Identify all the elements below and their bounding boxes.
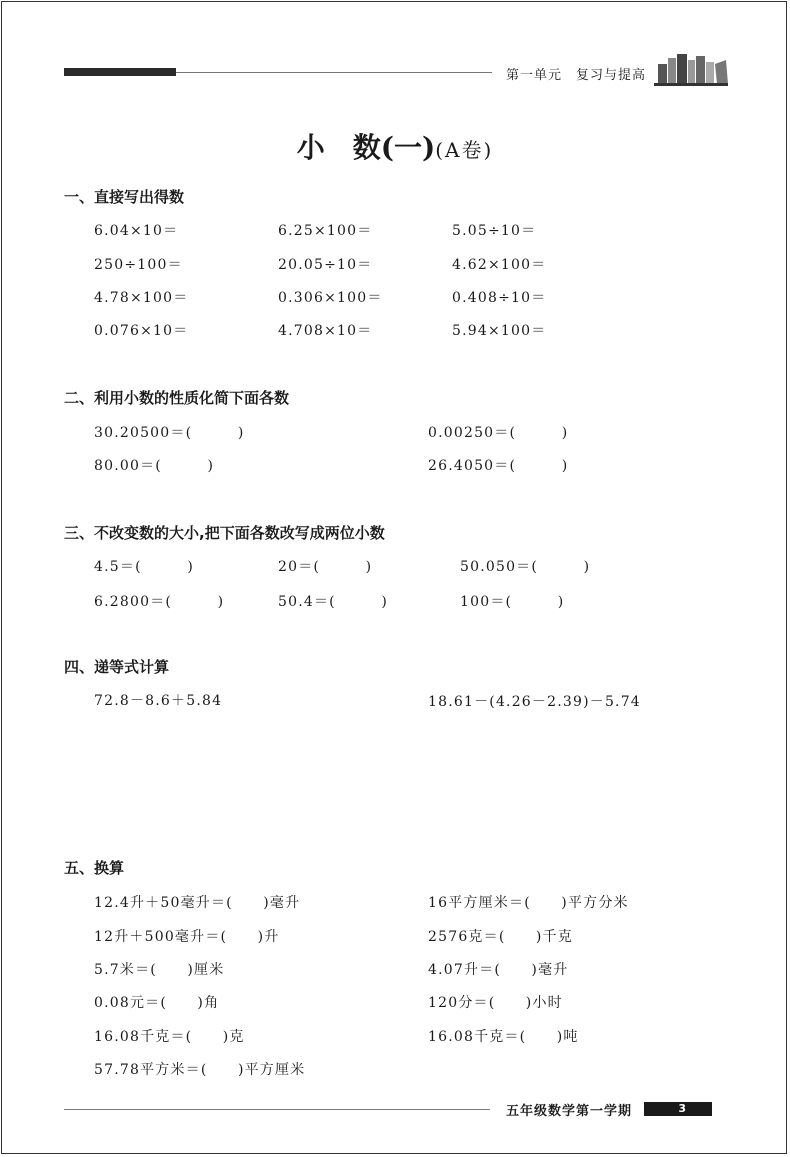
- exercise-item: 4.62×100＝: [452, 257, 547, 273]
- section-heading: 二、利用小数的性质化简下面各数: [64, 389, 290, 407]
- exercise-item: 30.20500＝( ): [94, 425, 245, 441]
- exercise-item: 2576克＝( )千克: [428, 929, 573, 945]
- exercise-item: 72.8－8.6＋5.84: [94, 693, 223, 709]
- exercise-item: 5.7米＝( )厘米: [94, 962, 225, 978]
- section-heading: 五、换算: [64, 859, 125, 877]
- exercise-item: 26.4050＝( ): [428, 458, 569, 474]
- footer-book-title: 五年级数学第一学期: [506, 1104, 633, 1119]
- exercise-item: 12.4升＋50毫升＝( )毫升: [94, 895, 301, 911]
- exercise-item: 16.08千克＝( )克: [94, 1029, 245, 1045]
- header-unit-label: 第一单元 复习与提高: [506, 68, 647, 83]
- exercise-item: 20＝( ): [278, 559, 373, 575]
- section-heading: 三、不改变数的大小,把下面各数改写成两位小数: [64, 524, 385, 542]
- exercise-item: 0.408÷10＝: [452, 290, 547, 306]
- exercise-item: 12升＋500毫升＝( )升: [94, 929, 280, 945]
- exercise-item: 4.78×100＝: [94, 290, 189, 306]
- books-icon: [652, 52, 730, 86]
- exercise-item: 4.5＝( ): [94, 559, 194, 575]
- exercise-item: 20.05÷10＝: [278, 257, 373, 273]
- exercise-item: 250÷100＝: [94, 257, 183, 273]
- exercise-item: 0.076×10＝: [94, 323, 189, 339]
- title-sub: (A卷): [435, 138, 494, 162]
- exercise-item: 120分＝( )小时: [428, 995, 563, 1011]
- exercise-item: 80.00＝( ): [94, 458, 215, 474]
- exercise-item: 6.2800＝( ): [94, 594, 225, 610]
- page-number: 3: [644, 1102, 712, 1116]
- section-heading: 一、直接写出得数: [64, 188, 185, 206]
- exercise-item: 4.07升＝( )毫升: [428, 962, 569, 978]
- header-bar: [64, 68, 176, 76]
- exercise-item: 0.08元＝( )角: [94, 995, 220, 1011]
- exercise-item: 16.08千克＝( )吨: [428, 1029, 579, 1045]
- exercise-item: 6.04×10＝: [94, 223, 179, 239]
- exercise-item: 0.00250＝( ): [428, 425, 569, 441]
- exercise-item: 16平方厘米＝( )平方分米: [428, 895, 629, 911]
- exercise-item: 6.25×100＝: [278, 223, 373, 239]
- exercise-item: 50.4＝( ): [278, 594, 389, 610]
- page-border: [1, 1, 787, 1154]
- page-title: [0, 126, 790, 166]
- exercise-item: 57.78平方米＝( )平方厘米: [94, 1062, 306, 1078]
- exercise-item: 5.94×100＝: [452, 323, 547, 339]
- exercise-item: 0.306×100＝: [278, 290, 383, 306]
- title-main: 小 数(一): [296, 131, 436, 164]
- header-rule: [176, 72, 492, 73]
- section-heading: 四、递等式计算: [64, 658, 170, 676]
- exercise-item: 100＝( ): [460, 594, 565, 610]
- footer-rule: [64, 1109, 490, 1110]
- exercise-item: 18.61－(4.26－2.39)－5.74: [428, 694, 641, 710]
- exercise-item: 4.708×10＝: [278, 323, 373, 339]
- exercise-item: 50.050＝( ): [460, 559, 591, 575]
- exercise-item: 5.05÷10＝: [452, 223, 537, 239]
